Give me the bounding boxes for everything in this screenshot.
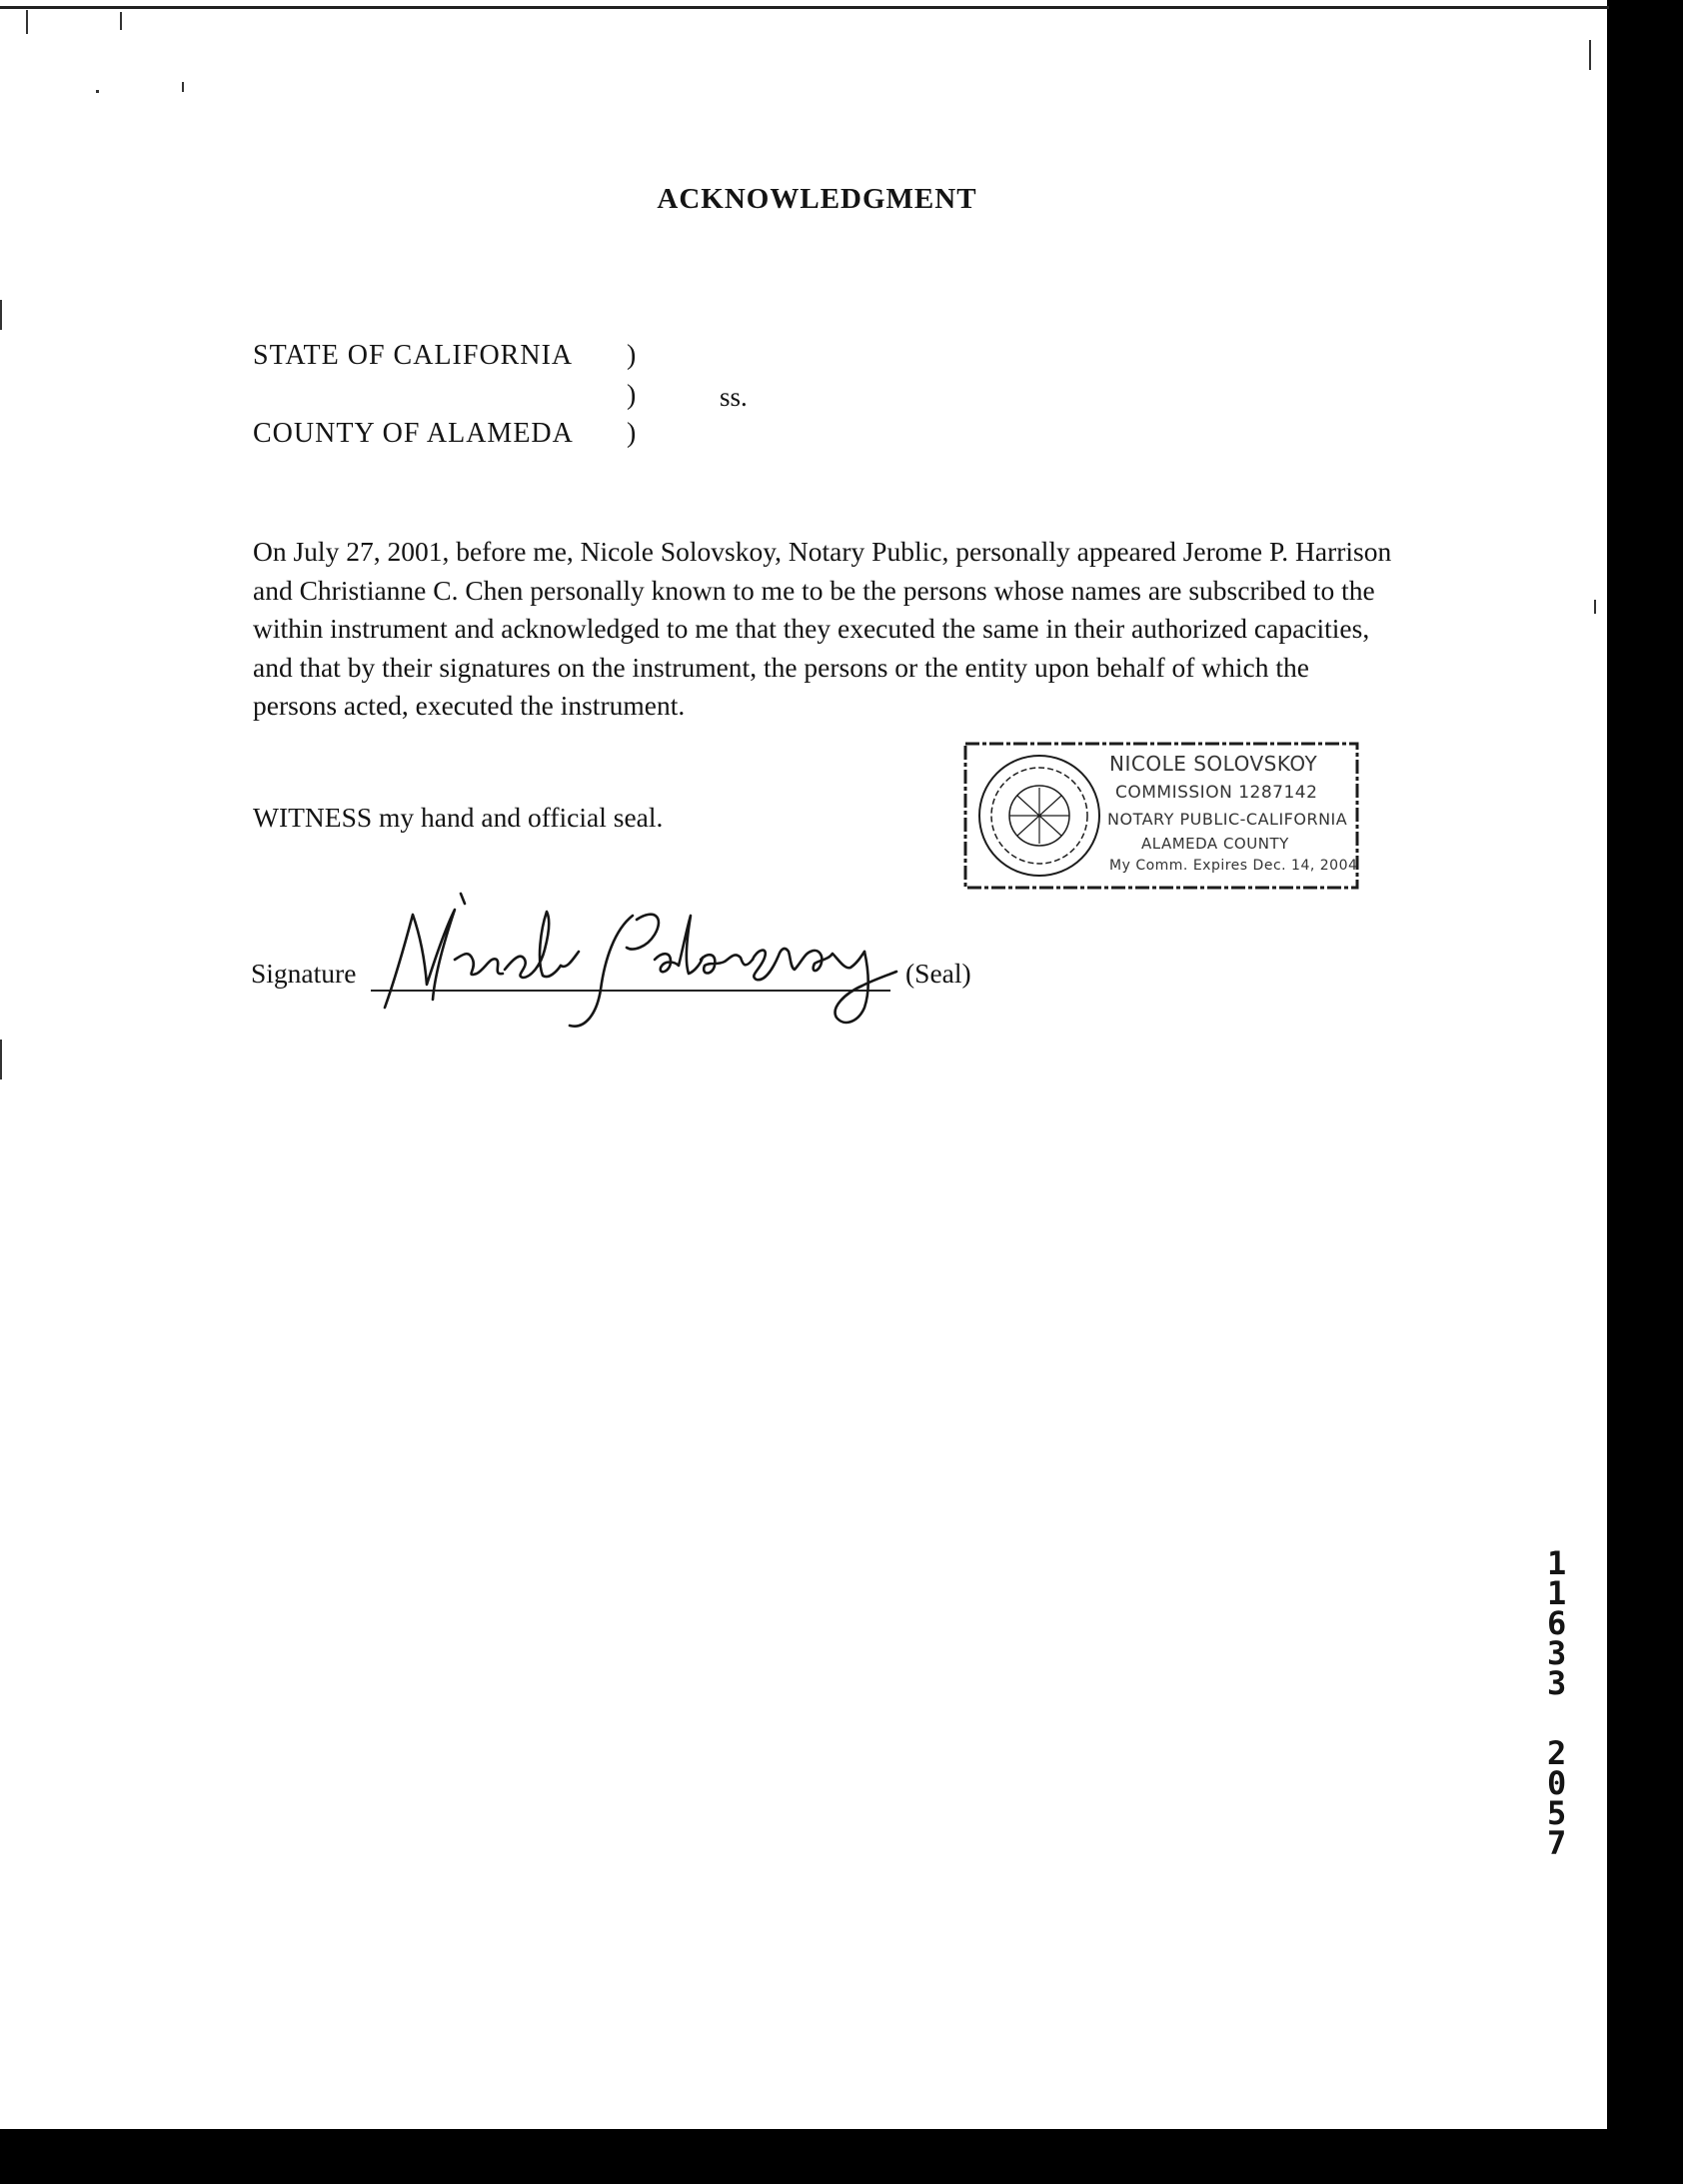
scan-speck xyxy=(182,82,184,92)
stamp-digit: 3 xyxy=(1547,1664,1567,1702)
scan-speck xyxy=(0,300,2,330)
scan-border-right xyxy=(1607,0,1683,2184)
seal-notary-title: NOTARY PUBLIC-CALIFORNIA xyxy=(1107,810,1348,829)
seal-notary-name: NICOLE SOLOVSKOY xyxy=(1109,752,1318,776)
venue-paren: ) xyxy=(627,380,637,411)
seal-expiration: My Comm. Expires Dec. 14, 2004 xyxy=(1109,858,1358,874)
seal-commission: COMMISSION 1287142 xyxy=(1115,783,1318,803)
scan-speck xyxy=(1594,600,1596,614)
venue-paren: ) xyxy=(627,340,637,371)
stamp-digit: 5 xyxy=(1547,1794,1567,1832)
scan-speck xyxy=(96,90,99,93)
county-line: COUNTY OF ALAMEDA xyxy=(253,418,574,449)
stamp-digit: 1 xyxy=(1547,1574,1567,1612)
venue-ss: ss. xyxy=(720,382,748,412)
acknowledgment-paragraph: On July 27, 2001, before me, Nicole Solovskoy, Notary Public, personally appeared Jerome P. Harrison and Christianne C. Chen personally known to me to be the persons whose names are subscribed to the within instrument and acknowledged to me that they executed the same in their authorized capacities, and that by their signatures on the instrument, the persons or the entity upon behalf of which the persons acted, executed the instrument. xyxy=(253,536,1392,721)
scan-speck xyxy=(26,10,28,34)
stamp-digit: 2 xyxy=(1547,1734,1567,1772)
scan-top-edge xyxy=(0,6,1609,9)
scan-speck xyxy=(1589,40,1591,70)
stamp-digit: 7 xyxy=(1547,1824,1567,1862)
scan-border-bottom xyxy=(0,2129,1683,2184)
signature-label: Signature xyxy=(251,958,357,989)
seal-county: ALAMEDA COUNTY xyxy=(1141,835,1289,853)
witness-line: WITNESS my hand and official seal. xyxy=(253,802,664,833)
venue-paren: ) xyxy=(627,418,637,449)
handwritten-signature xyxy=(365,890,904,1040)
stamp-digit: 6 xyxy=(1547,1604,1567,1642)
stamp-digit: 0 xyxy=(1547,1764,1567,1802)
scan-speck xyxy=(0,1040,2,1080)
scan-speck xyxy=(120,12,122,30)
state-line: STATE OF CALIFORNIA xyxy=(253,340,574,371)
seal-label: (Seal) xyxy=(905,958,971,989)
document-title: ACKNOWLEDGMENT xyxy=(657,183,977,215)
stamp-digit: 3 xyxy=(1547,1634,1567,1672)
stamp-digit: 1 xyxy=(1547,1544,1567,1582)
